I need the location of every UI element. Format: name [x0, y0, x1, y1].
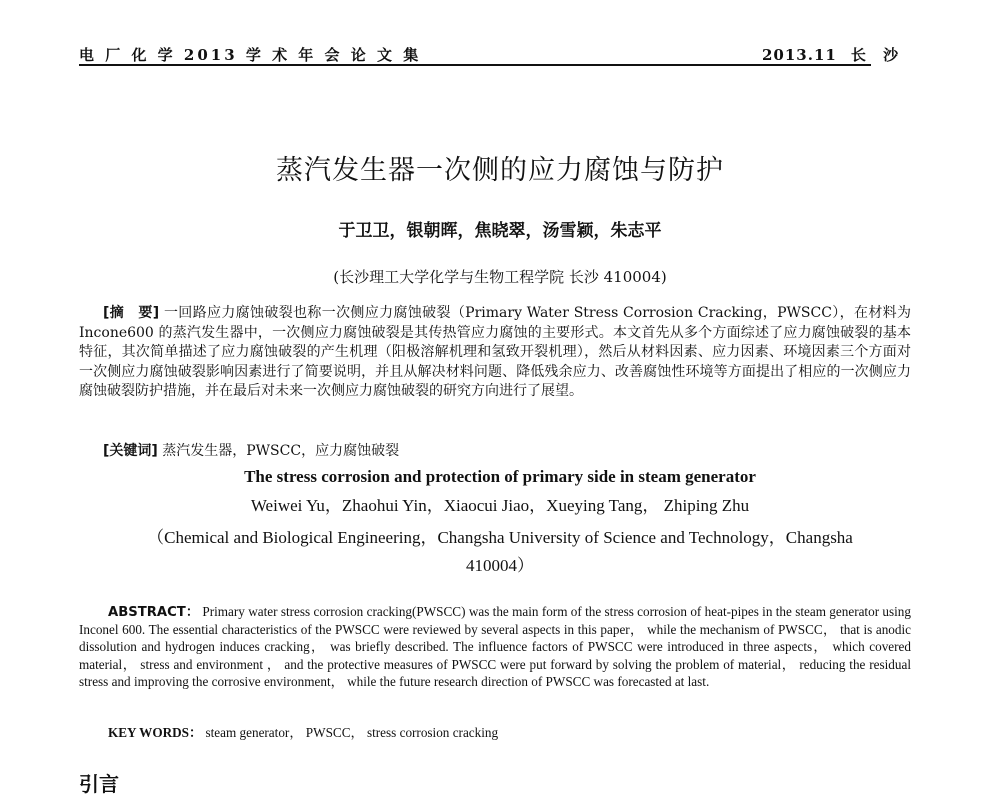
english-abstract-label: ABSTRACT：: [108, 605, 200, 620]
author-list: 于卫卫，银朝晖，焦晓翠，汤雪颖，朱志平: [338, 221, 662, 241]
english-abstract: [79, 603, 911, 690]
section-heading-introduction: 引言: [79, 772, 119, 796]
chinese-keywords: [103, 440, 399, 460]
english-title: The stress corrosion and protection of primary side in steam generator: [244, 467, 756, 486]
affiliation: (长沙理工大学化学与生物工程学院 长沙 410004): [333, 268, 667, 286]
keywords-label: [关键词]: [103, 443, 158, 459]
abstract-text: 一回路应力腐蚀破裂也称一次侧应力腐蚀破裂（Primary Water Stress Corrosion Cracking，PWSCC），在材料为 Incone600 的蒸汽发生器中，一次侧应力腐蚀破裂是其传热管应力腐蚀的主要形式。本文首先从多个方面综述了应力腐蚀破裂的基本特征，其次简单描述了应力腐蚀破裂的产生机理（阳极溶解机理和氢致开裂机理），然后从材料因素、应力因素、环境因素三个方面对一次侧应力腐蚀破裂影响因素进行了简要说明，并且从解决材料问题、降低残余应力、改善腐蚀性环境等方面提出了相应的一次侧应力腐蚀破裂防护措施，并在最后对未来一次侧应力腐蚀破裂的研究方向进行了展望。: [79, 305, 912, 399]
header-date: 2013.11: [762, 46, 837, 64]
keywords-text: 蒸汽发生器，PWSCC，应力腐蚀破裂: [162, 443, 400, 459]
running-header-title: 电 厂 化 学 2013 学 术 年 会 论 文 集: [79, 46, 422, 64]
english-affiliation-line-2: 410004）: [466, 556, 534, 575]
english-keywords-text: steam generator， PWSCC， stress corrosion cracking: [205, 725, 499, 740]
running-header-date-location: [762, 44, 904, 65]
english-affiliation-line-1: （Chemical and Biological Engineering，Changsha University of Science and Technology，Changsha: [147, 528, 853, 547]
english-keywords-label: KEY WORDS：: [108, 725, 203, 740]
english-keywords: [108, 722, 498, 741]
header-rule: [79, 64, 871, 66]
english-abstract-text: Primary water stress corrosion cracking(PWSCC) was the main form of the stress corrosion of heat-pipes in the steam generator using Inconel 600. The essential characteristics of the PWSCC were reviewed by several aspects in this paper， while the mechanism of PWSCC， that is anodic dissolution and hydrogen induces cracking， was briefly described. The influence factors of PWSCC were introduced in three aspects， which covered material， stress and environment ， and the protective measures of PWSCC were put forward by solving the problem of material， reducing the residual stress and improving the corrosive environment， while the future research direction of PWSCC was forecasted at last.: [79, 604, 911, 689]
english-authors: Weiwei Yu，Zhaohui Yin，Xiaocui Jiao，Xueying Tang， Zhiping Zhu: [250, 496, 750, 515]
header-city: 长 沙: [850, 46, 905, 64]
chinese-abstract: [79, 304, 911, 402]
abstract-label: [摘 要]: [103, 305, 160, 321]
paper-title: 蒸汽发生器一次侧的应力腐蚀与防护: [276, 155, 724, 186]
